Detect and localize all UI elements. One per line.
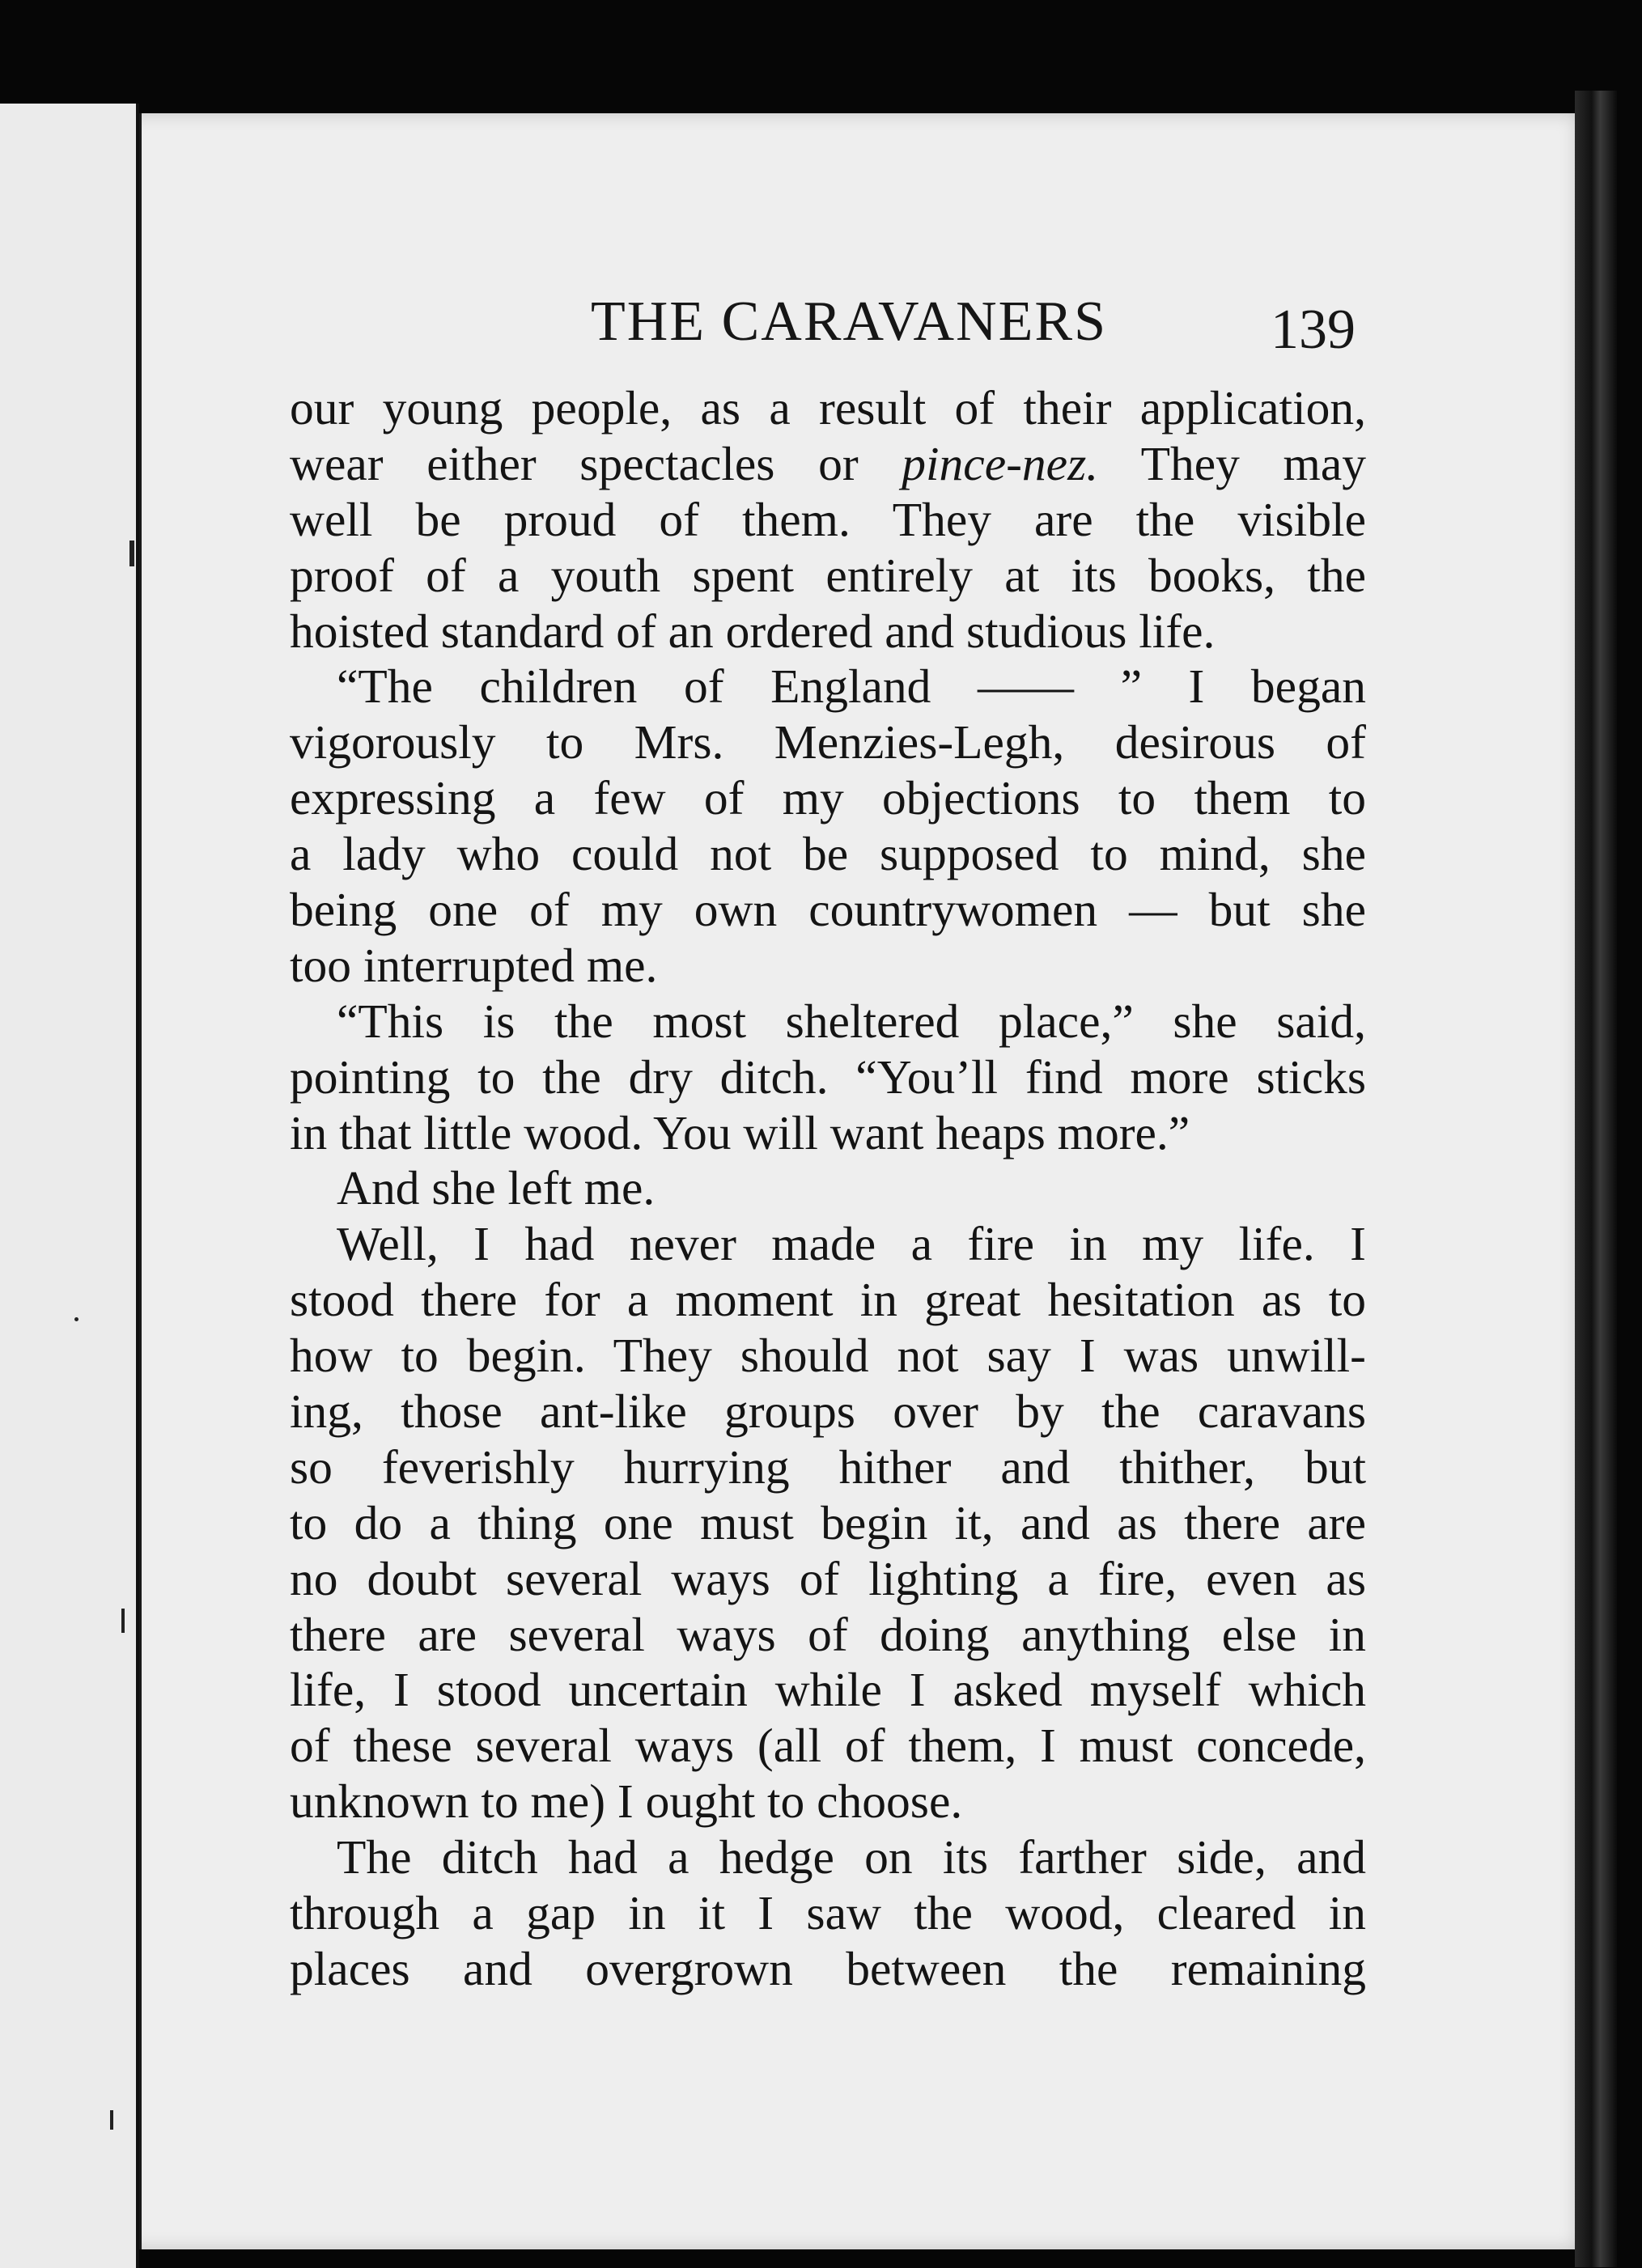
text-line: through a gap in it I saw the wood, cleared in (290, 1886, 1366, 1940)
text-line: life, I stood uncertain while I asked myself which (290, 1663, 1366, 1717)
text-line: “This is the most sheltered place,” she said, (337, 994, 1366, 1048)
page-number: 139 (1271, 299, 1356, 361)
text-segment: wear either spectacles or (290, 436, 902, 490)
text-line: no doubt several ways of lighting a fire, even as (290, 1551, 1366, 1605)
text-line: well be proud of them. They are the visible (290, 492, 1366, 546)
text-line: too interrupted me. (290, 938, 658, 992)
text-line: being one of my own countrywomen — but she (290, 883, 1366, 937)
facing-page-edge (0, 104, 139, 2268)
text-line (290, 436, 1366, 492)
text-line: vigorously to Mrs. Menzies-Legh, desirous of (290, 715, 1366, 769)
page-binding-edge (1575, 91, 1617, 2267)
text-line: Well, I had never made a fire in my life. I (337, 1217, 1366, 1271)
text-line: “The children of England —— ” I began (337, 659, 1366, 714)
text-line: expressing a few of my objections to them to (290, 771, 1366, 825)
text-line: there are several ways of doing anything else in (290, 1607, 1366, 1661)
page-mark (74, 1317, 78, 1321)
italic-term: pince-nez. (902, 436, 1099, 490)
text-line: The ditch had a hedge on its farther side, and (337, 1830, 1366, 1884)
text-line: so feverishly hurrying hither and thither, but (290, 1439, 1366, 1494)
running-title: THE CARAVANERS (591, 290, 1108, 353)
text-segment: They may (1098, 436, 1366, 490)
text-line: pointing to the dry ditch. “You’ll find more sticks (290, 1049, 1366, 1104)
text-line: places and overgrown between the remaining (290, 1941, 1366, 1995)
page-mark (129, 541, 134, 566)
text-line: a lady who could not be supposed to mind, she (290, 827, 1366, 881)
text-line: proof of a youth spent entirely at its books, the (290, 548, 1366, 602)
text-line: our young people, as a result of their application, (290, 381, 1366, 435)
text-line: how to begin. They should not say I was unwill- (290, 1329, 1366, 1383)
text-line: in that little wood. You will want heaps more.” (290, 1105, 1190, 1159)
body-text (290, 380, 1366, 1997)
page-mark (121, 1609, 125, 1633)
text-line: to do a thing one must begin it, and as there are (290, 1495, 1366, 1549)
text-line: unknown to me) I ought to choose. (290, 1774, 963, 1829)
text-line: hoisted standard of an ordered and studious life. (290, 604, 1216, 658)
text-line: of these several ways (all of them, I must concede, (290, 1719, 1366, 1773)
text-line: ing, those ant-like groups over by the caravans (290, 1384, 1366, 1439)
text-line: stood there for a moment in great hesitation as to (290, 1273, 1366, 1327)
text-line: And she left me. (337, 1161, 656, 1215)
page-mark (110, 2110, 113, 2130)
